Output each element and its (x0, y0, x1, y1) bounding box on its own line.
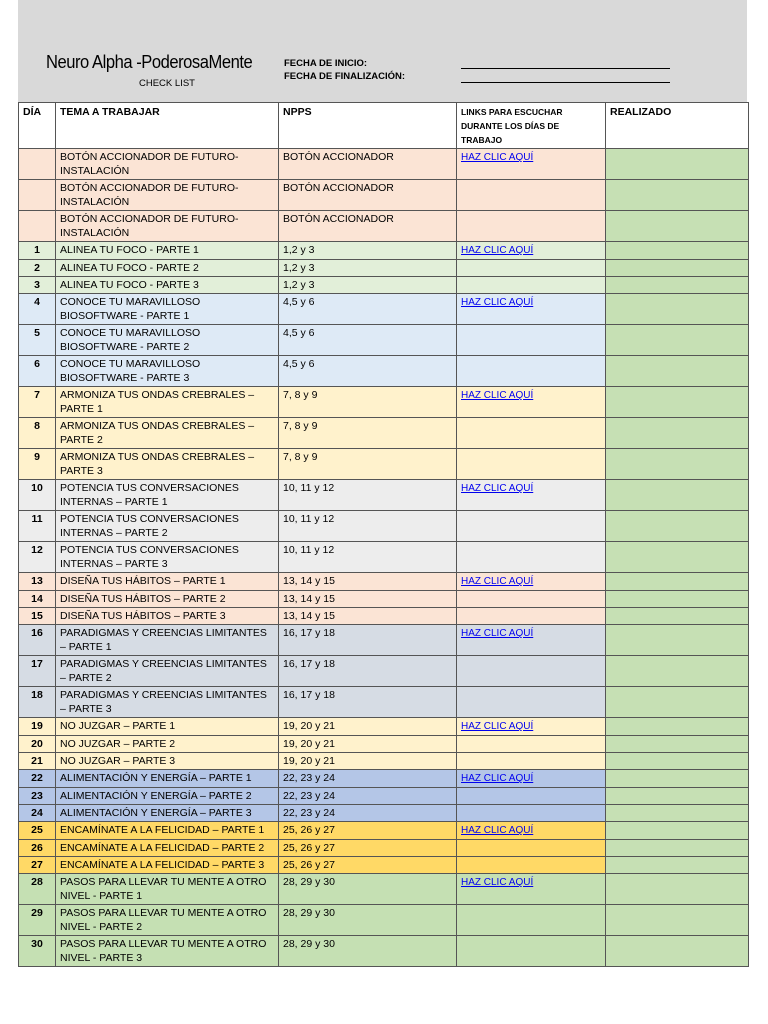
npps-cell: 13, 14 y 15 (279, 591, 457, 608)
day-cell: 30 (19, 936, 56, 967)
listen-link[interactable]: HAZ CLIC AQUÍ (461, 245, 534, 256)
topic-cell: NO JUZGAR – PARTE 1 (56, 718, 279, 736)
topic-cell: CONOCE TU MARAVILLOSO BIOSOFTWARE - PARTE 2 (56, 325, 279, 356)
day-cell: 16 (19, 625, 56, 656)
topic-cell: POTENCIA TUS CONVERSACIONES INTERNAS – PARTE 2 (56, 511, 279, 542)
day-cell: 29 (19, 905, 56, 936)
done-checkbox-cell[interactable] (606, 480, 749, 511)
day-cell: 5 (19, 325, 56, 356)
done-checkbox-cell[interactable] (606, 294, 749, 325)
npps-cell: 16, 17 y 18 (279, 625, 457, 656)
column-header-tema: TEMA A TRABAJAR (56, 103, 279, 149)
document-title: Neuro Alpha -PoderosaMente (46, 52, 253, 72)
topic-cell: DISEÑA TUS HÁBITOS – PARTE 3 (56, 608, 279, 625)
done-checkbox-cell[interactable] (606, 356, 749, 387)
npps-cell: 28, 29 y 30 (279, 936, 457, 967)
day-cell: 11 (19, 511, 56, 542)
link-cell (457, 180, 606, 211)
listen-link[interactable]: HAZ CLIC AQUÍ (461, 628, 534, 639)
listen-link[interactable]: HAZ CLIC AQUÍ (461, 390, 534, 401)
topic-cell: ALINEA TU FOCO - PARTE 3 (56, 277, 279, 294)
link-cell (457, 936, 606, 967)
done-checkbox-cell[interactable] (606, 625, 749, 656)
day-cell: 15 (19, 608, 56, 625)
day-cell: 20 (19, 736, 56, 753)
link-cell (457, 277, 606, 294)
npps-cell: 16, 17 y 18 (279, 687, 457, 718)
npps-cell: 28, 29 y 30 (279, 874, 457, 905)
npps-cell: 19, 20 y 21 (279, 753, 457, 770)
link-cell (457, 242, 606, 260)
day-cell: 3 (19, 277, 56, 294)
link-cell (457, 356, 606, 387)
table-row (19, 608, 749, 625)
done-checkbox-cell[interactable] (606, 608, 749, 625)
start-date-label: FECHA DE INICIO: (284, 58, 368, 69)
done-checkbox-cell[interactable] (606, 449, 749, 480)
npps-cell: 4,5 y 6 (279, 294, 457, 325)
done-checkbox-cell[interactable] (606, 180, 749, 211)
table-row (19, 718, 749, 736)
link-cell (457, 511, 606, 542)
npps-cell: 4,5 y 6 (279, 325, 457, 356)
column-header-dia: DÍA (19, 103, 56, 149)
link-cell (457, 805, 606, 822)
npps-cell: 22, 23 y 24 (279, 770, 457, 788)
link-cell (457, 294, 606, 325)
npps-cell: 4,5 y 6 (279, 356, 457, 387)
link-cell (457, 325, 606, 356)
listen-link[interactable]: HAZ CLIC AQUÍ (461, 483, 534, 494)
link-cell (457, 591, 606, 608)
table-row (19, 418, 749, 449)
table-row (19, 625, 749, 656)
npps-cell: 10, 11 y 12 (279, 480, 457, 511)
day-cell (19, 211, 56, 242)
topic-cell: PARADIGMAS Y CREENCIAS LIMITANTES – PARTE 2 (56, 656, 279, 687)
npps-cell: 10, 11 y 12 (279, 542, 457, 573)
done-checkbox-cell[interactable] (606, 211, 749, 242)
done-checkbox-cell[interactable] (606, 753, 749, 770)
done-checkbox-cell[interactable] (606, 736, 749, 753)
table-row (19, 180, 749, 211)
npps-cell: 1,2 y 3 (279, 242, 457, 260)
table-row (19, 840, 749, 857)
listen-link[interactable]: HAZ CLIC AQUÍ (461, 152, 534, 163)
link-cell (457, 480, 606, 511)
day-cell: 27 (19, 857, 56, 874)
topic-cell: ARMONIZA TUS ONDAS CREBRALES – PARTE 3 (56, 449, 279, 480)
link-cell (457, 905, 606, 936)
day-cell: 18 (19, 687, 56, 718)
day-cell: 21 (19, 753, 56, 770)
npps-cell: 25, 26 y 27 (279, 840, 457, 857)
link-cell (457, 542, 606, 573)
link-cell (457, 418, 606, 449)
topic-cell: POTENCIA TUS CONVERSACIONES INTERNAS – PARTE 1 (56, 480, 279, 511)
link-cell (457, 753, 606, 770)
day-cell: 24 (19, 805, 56, 822)
day-cell: 12 (19, 542, 56, 573)
link-cell (457, 770, 606, 788)
end-date-label: FECHA DE FINALIZACIÓN: (284, 71, 406, 82)
listen-link[interactable]: HAZ CLIC AQUÍ (461, 721, 534, 732)
link-cell (457, 840, 606, 857)
table-row (19, 905, 749, 936)
link-cell (457, 260, 606, 277)
end-date-field[interactable] (461, 82, 670, 83)
table-row (19, 656, 749, 687)
done-checkbox-cell[interactable] (606, 788, 749, 805)
table-row (19, 857, 749, 874)
table-row (19, 277, 749, 294)
table-row (19, 770, 749, 788)
link-cell (457, 387, 606, 418)
link-cell (457, 625, 606, 656)
done-checkbox-cell[interactable] (606, 656, 749, 687)
table-row (19, 573, 749, 591)
topic-cell: BOTÓN ACCIONADOR DE FUTURO-INSTALACIÓN (56, 149, 279, 180)
day-cell: 1 (19, 242, 56, 260)
npps-cell: 13, 14 y 15 (279, 608, 457, 625)
day-cell: 25 (19, 822, 56, 840)
table-row (19, 687, 749, 718)
npps-cell: 25, 26 y 27 (279, 857, 457, 874)
day-cell: 2 (19, 260, 56, 277)
topic-cell: CONOCE TU MARAVILLOSO BIOSOFTWARE - PARTE 3 (56, 356, 279, 387)
listen-link[interactable]: HAZ CLIC AQUÍ (461, 825, 534, 836)
table-row (19, 805, 749, 822)
done-checkbox-cell[interactable] (606, 387, 749, 418)
link-cell (457, 874, 606, 905)
day-cell: 13 (19, 573, 56, 591)
npps-cell: 19, 20 y 21 (279, 718, 457, 736)
topic-cell: ALINEA TU FOCO - PARTE 2 (56, 260, 279, 277)
table-row (19, 242, 749, 260)
checklist-table (18, 102, 749, 967)
done-checkbox-cell[interactable] (606, 805, 749, 822)
npps-cell: BOTÓN ACCIONADOR (279, 149, 457, 180)
done-checkbox-cell[interactable] (606, 905, 749, 936)
day-cell: 10 (19, 480, 56, 511)
done-checkbox-cell[interactable] (606, 149, 749, 180)
column-header-links: LINKS PARA ESCUCHAR DURANTE LOS DÍAS DE TRABAJO (457, 103, 606, 149)
column-header-npps: NPPS (279, 103, 457, 149)
day-cell: 14 (19, 591, 56, 608)
link-cell (457, 736, 606, 753)
topic-cell: ALIMENTACIÓN Y ENERGÍA – PARTE 3 (56, 805, 279, 822)
day-cell (19, 180, 56, 211)
done-checkbox-cell[interactable] (606, 687, 749, 718)
link-cell (457, 608, 606, 625)
table-row (19, 753, 749, 770)
npps-cell: 7, 8 y 9 (279, 418, 457, 449)
done-checkbox-cell[interactable] (606, 874, 749, 905)
link-cell (457, 687, 606, 718)
table-row (19, 822, 749, 840)
npps-cell: 19, 20 y 21 (279, 736, 457, 753)
document-subtitle: CHECK LIST (139, 78, 195, 89)
topic-cell: ALIMENTACIÓN Y ENERGÍA – PARTE 1 (56, 770, 279, 788)
table-row (19, 149, 749, 180)
day-cell: 26 (19, 840, 56, 857)
day-cell: 7 (19, 387, 56, 418)
topic-cell: PARADIGMAS Y CREENCIAS LIMITANTES – PARTE 1 (56, 625, 279, 656)
npps-cell: BOTÓN ACCIONADOR (279, 180, 457, 211)
day-cell: 6 (19, 356, 56, 387)
table-header-row (19, 103, 749, 149)
link-cell (457, 449, 606, 480)
table-row (19, 356, 749, 387)
npps-cell: 28, 29 y 30 (279, 905, 457, 936)
done-checkbox-cell[interactable] (606, 542, 749, 573)
done-checkbox-cell[interactable] (606, 277, 749, 294)
table-row (19, 788, 749, 805)
column-header-realizado: REALIZADO (606, 103, 749, 149)
day-cell: 23 (19, 788, 56, 805)
npps-cell: 16, 17 y 18 (279, 656, 457, 687)
topic-cell: CONOCE TU MARAVILLOSO BIOSOFTWARE - PARTE 1 (56, 294, 279, 325)
done-checkbox-cell[interactable] (606, 857, 749, 874)
topic-cell: ARMONIZA TUS ONDAS CREBRALES – PARTE 1 (56, 387, 279, 418)
listen-link[interactable]: HAZ CLIC AQUÍ (461, 877, 534, 888)
topic-cell: ENCAMÍNATE A LA FELICIDAD – PARTE 2 (56, 840, 279, 857)
topic-cell: POTENCIA TUS CONVERSACIONES INTERNAS – PARTE 3 (56, 542, 279, 573)
topic-cell: PASOS PARA LLEVAR TU MENTE A OTRO NIVEL - PARTE 3 (56, 936, 279, 967)
day-cell: 28 (19, 874, 56, 905)
topic-cell: ENCAMÍNATE A LA FELICIDAD – PARTE 3 (56, 857, 279, 874)
table-body (19, 149, 749, 967)
table-row (19, 874, 749, 905)
done-checkbox-cell[interactable] (606, 242, 749, 260)
npps-cell: 7, 8 y 9 (279, 449, 457, 480)
link-cell (457, 656, 606, 687)
topic-cell: DISEÑA TUS HÁBITOS – PARTE 2 (56, 591, 279, 608)
topic-cell: BOTÓN ACCIONADOR DE FUTURO-INSTALACIÓN (56, 180, 279, 211)
topic-cell: NO JUZGAR – PARTE 2 (56, 736, 279, 753)
table-row (19, 542, 749, 573)
done-checkbox-cell[interactable] (606, 591, 749, 608)
npps-cell: BOTÓN ACCIONADOR (279, 211, 457, 242)
day-cell: 17 (19, 656, 56, 687)
link-cell (457, 573, 606, 591)
table-row (19, 325, 749, 356)
link-cell (457, 788, 606, 805)
done-checkbox-cell[interactable] (606, 718, 749, 736)
topic-cell: PASOS PARA LLEVAR TU MENTE A OTRO NIVEL - PARTE 1 (56, 874, 279, 905)
npps-cell: 22, 23 y 24 (279, 805, 457, 822)
listen-link[interactable]: HAZ CLIC AQUÍ (461, 576, 534, 587)
day-cell: 4 (19, 294, 56, 325)
done-checkbox-cell[interactable] (606, 936, 749, 967)
topic-cell: ARMONIZA TUS ONDAS CREBRALES – PARTE 2 (56, 418, 279, 449)
link-cell (457, 149, 606, 180)
table-row (19, 591, 749, 608)
day-cell: 9 (19, 449, 56, 480)
topic-cell: ALINEA TU FOCO - PARTE 1 (56, 242, 279, 260)
table-row (19, 260, 749, 277)
table-row (19, 387, 749, 418)
npps-cell: 22, 23 y 24 (279, 788, 457, 805)
done-checkbox-cell[interactable] (606, 822, 749, 840)
done-checkbox-cell[interactable] (606, 573, 749, 591)
topic-cell: PARADIGMAS Y CREENCIAS LIMITANTES – PARTE 3 (56, 687, 279, 718)
listen-link[interactable]: HAZ CLIC AQUÍ (461, 773, 534, 784)
topic-cell: ALIMENTACIÓN Y ENERGÍA – PARTE 2 (56, 788, 279, 805)
table-row (19, 294, 749, 325)
done-checkbox-cell[interactable] (606, 840, 749, 857)
table-row (19, 511, 749, 542)
day-cell: 19 (19, 718, 56, 736)
npps-cell: 7, 8 y 9 (279, 387, 457, 418)
done-checkbox-cell[interactable] (606, 511, 749, 542)
topic-cell: DISEÑA TUS HÁBITOS – PARTE 1 (56, 573, 279, 591)
done-checkbox-cell[interactable] (606, 418, 749, 449)
day-cell (19, 149, 56, 180)
link-cell (457, 857, 606, 874)
link-cell (457, 822, 606, 840)
day-cell: 8 (19, 418, 56, 449)
topic-cell: PASOS PARA LLEVAR TU MENTE A OTRO NIVEL - PARTE 2 (56, 905, 279, 936)
table-row (19, 480, 749, 511)
done-checkbox-cell[interactable] (606, 325, 749, 356)
done-checkbox-cell[interactable] (606, 260, 749, 277)
topic-cell: BOTÓN ACCIONADOR DE FUTURO-INSTALACIÓN (56, 211, 279, 242)
table-row (19, 211, 749, 242)
link-cell (457, 211, 606, 242)
npps-cell: 1,2 y 3 (279, 277, 457, 294)
topic-cell: ENCAMÍNATE A LA FELICIDAD – PARTE 1 (56, 822, 279, 840)
done-checkbox-cell[interactable] (606, 770, 749, 788)
npps-cell: 10, 11 y 12 (279, 511, 457, 542)
npps-cell: 13, 14 y 15 (279, 573, 457, 591)
table-row (19, 936, 749, 967)
table-row (19, 736, 749, 753)
table-row (19, 449, 749, 480)
listen-link[interactable]: HAZ CLIC AQUÍ (461, 297, 534, 308)
topic-cell: NO JUZGAR – PARTE 3 (56, 753, 279, 770)
npps-cell: 25, 26 y 27 (279, 822, 457, 840)
start-date-field[interactable] (461, 68, 670, 69)
npps-cell: 1,2 y 3 (279, 260, 457, 277)
day-cell: 22 (19, 770, 56, 788)
link-cell (457, 718, 606, 736)
